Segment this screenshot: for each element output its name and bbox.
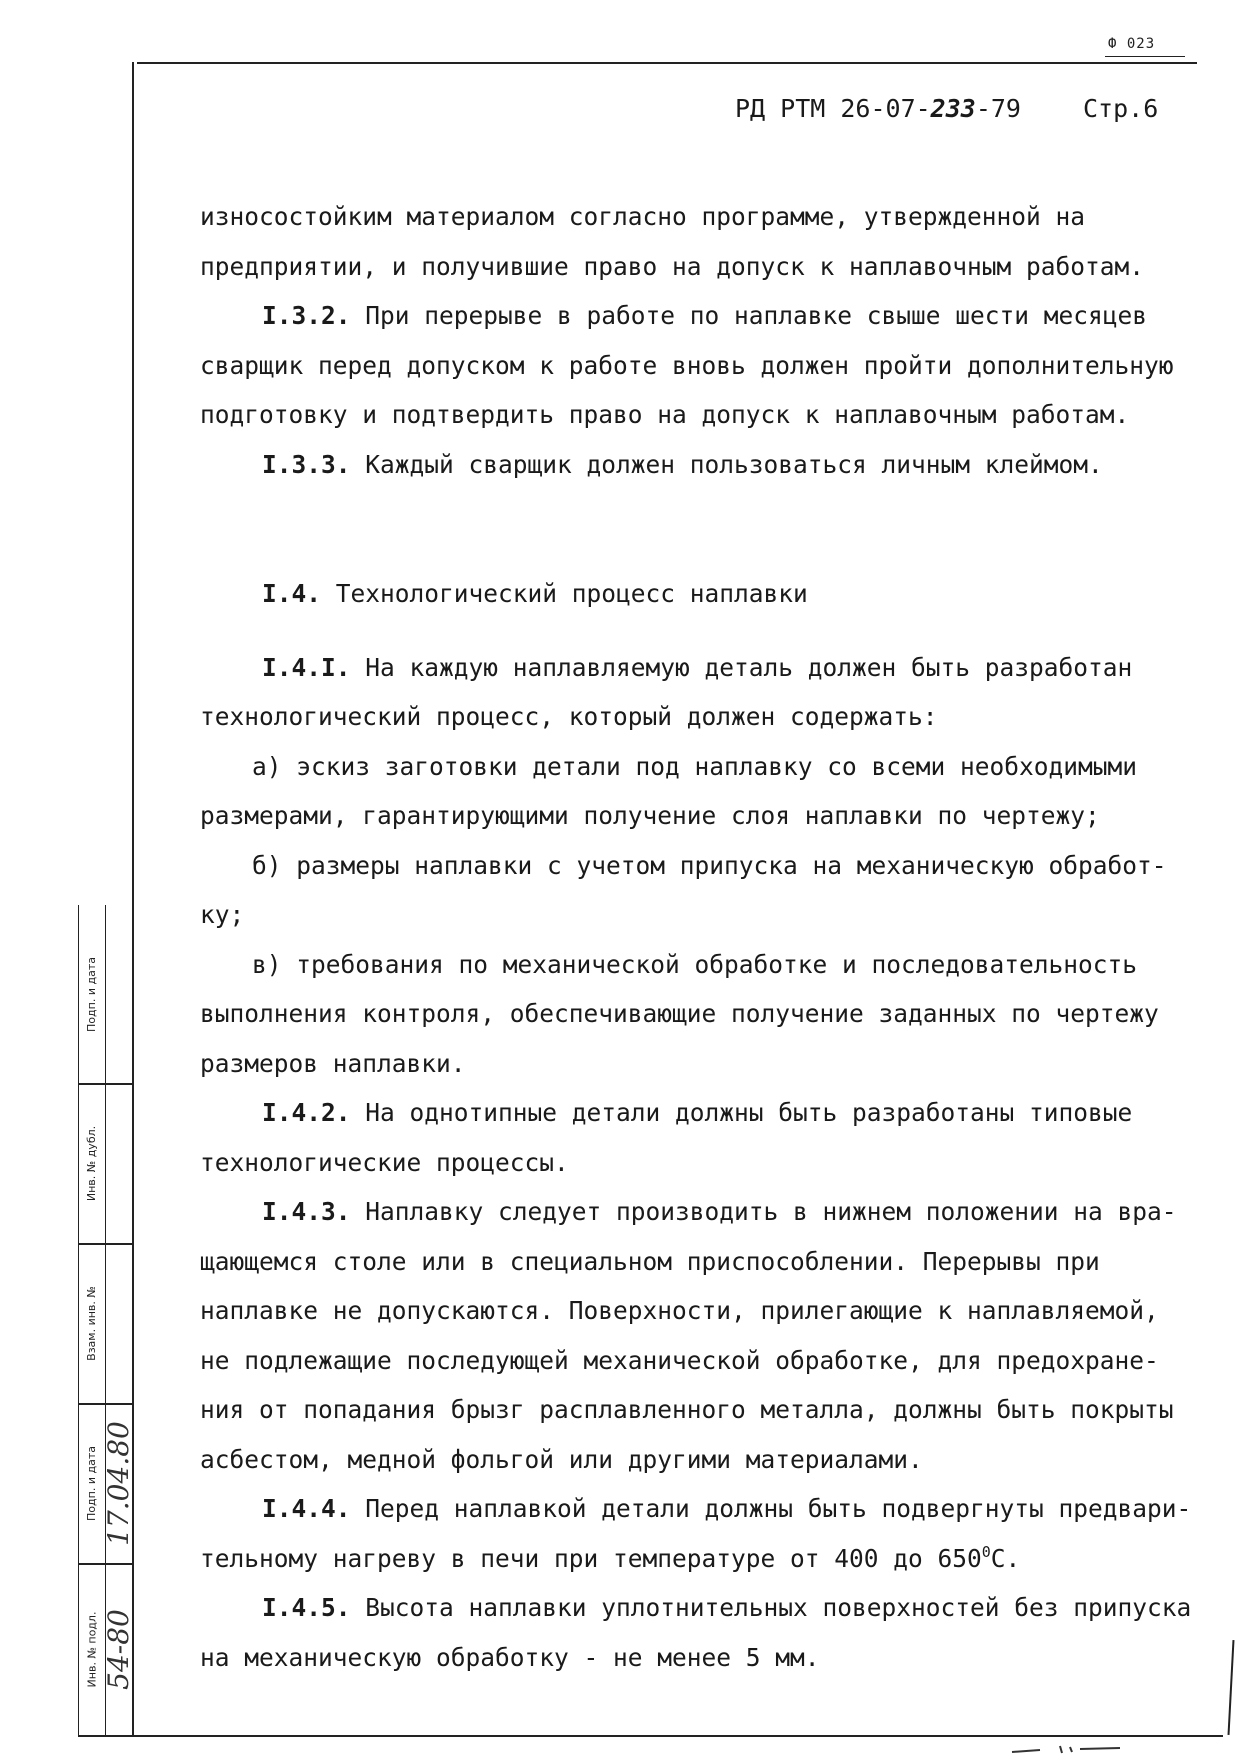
section-heading <box>200 569 1220 619</box>
text-line: Каждый сварщик должен пользоваться личным клеймом. <box>350 449 1103 479</box>
handwritten-date: 17.04.80 <box>102 1420 135 1546</box>
text-fragment: тельному нагреву в печи при температуре от 400 до 650 <box>200 1543 982 1573</box>
text-line: асбестом, медной фольгой или другими материалами. <box>200 1444 923 1474</box>
text-line: подготовку и подтвердить право на допуск к наплавочным работам. <box>200 400 1130 429</box>
clause-1-4-2 <box>200 1088 1220 1138</box>
list-item-b: б) размеры наплавки с учетом припуска на механическую обработ- <box>252 850 1167 880</box>
text-line: Наплавку следует производить в нижнем положении на вра- <box>350 1197 1177 1226</box>
text-line: На каждую наплавляемую деталь должен быть разработан <box>350 652 1133 682</box>
clause-number: I.3.3. <box>262 449 351 479</box>
text-line: щающемся столе или в специальном приспособлении. Перерывы при <box>200 1246 1100 1276</box>
clause-1-4-1 <box>200 643 1220 693</box>
stamp-cell-replaced-inv: Взам. инв. № <box>85 1285 98 1361</box>
text-line: технологические процессы. <box>200 1147 569 1177</box>
stamp-cell-sign-date-2: Подп. и дата <box>85 1445 98 1521</box>
text-fragment: С. <box>990 1543 1021 1573</box>
text-line: Перед наплавкой детали должны быть подвергнуты предвари- <box>350 1494 1192 1523</box>
form-code: Ф 023 <box>1108 36 1156 52</box>
stamp-cell-sign-date: Подп. и дата <box>85 956 98 1032</box>
form-code-underline <box>1105 56 1185 57</box>
text-line: размерами, гарантирующими получение слоя наплавки по чертежу; <box>200 801 1100 830</box>
clause-1-4-4 <box>200 1484 1220 1534</box>
clause-number: I.4.2. <box>262 1098 351 1127</box>
text-line: износостойким материалом согласно программе, утвержденной на <box>200 202 1086 231</box>
document-body <box>200 192 1220 1682</box>
text-line: Высота наплавки уплотнительных поверхностей без припуска <box>350 1593 1192 1622</box>
text-line: сварщик перед допуском к работе вновь должен пройти дополнительную <box>200 350 1174 380</box>
text-line: на механическую обработку - не менее 5 мм. <box>200 1642 820 1672</box>
clause-1-3-2 <box>200 291 1220 341</box>
doc-designation-number: 233 <box>930 94 976 123</box>
text-line: выполнения контроля, обеспечивающие получение заданных по чертежу <box>200 999 1159 1028</box>
frame-right-mark <box>1228 1640 1235 1735</box>
text-line: размеров наплавки. <box>200 1048 466 1078</box>
stamp-cell-dup-inv: Инв. № дубл. <box>85 1125 99 1201</box>
text-line: ния от попадания брызг расплавленного металла, должны быть покрыты <box>200 1395 1174 1424</box>
text-line: ку; <box>200 900 245 929</box>
section-title: Технологический процесс наплавки <box>321 579 808 608</box>
page-header <box>735 94 1158 123</box>
list-item-a: а) эскиз заготовки детали под наплавку со всеми необходимыми <box>252 751 1138 781</box>
text-line: На однотипные детали должны быть разработаны типовые <box>350 1098 1133 1127</box>
clause-number: I.4.I. <box>262 652 351 682</box>
frame-top-line <box>137 62 1197 64</box>
degree-mark: 0 <box>981 1542 991 1561</box>
clause-number: I.3.2. <box>262 301 351 330</box>
stamp-cell-original-inv: Инв. № подл. <box>85 1611 99 1687</box>
frame-bottom-line <box>78 1735 1223 1737</box>
text-line: не подлежащие последующей механической обработке, для предохране- <box>200 1345 1159 1375</box>
clause-number: I.4.5. <box>262 1593 351 1622</box>
page-number-label: Стр.6 <box>1082 94 1159 123</box>
handwritten-inv-number: 54-80 <box>102 1608 135 1690</box>
text-line: наплавке не допускаются. Поверхности, прилегающие к наплавляемой, <box>200 1296 1159 1325</box>
clause-number: I.4.4. <box>262 1494 351 1523</box>
text-line: предприятии, и получившие право на допуск к наплавочным работам. <box>200 251 1145 281</box>
doc-designation-prefix: РД РТМ 26-07- <box>735 94 931 123</box>
text-line: При перерыве в работе по наплавке свыше шести месяцев <box>350 301 1148 330</box>
doc-designation-suffix: -79 <box>975 94 1021 123</box>
signature-scribble <box>1010 1740 1130 1755</box>
clause-1-4-3 <box>200 1187 1220 1237</box>
margin-stamp-table <box>78 905 135 1735</box>
text-line-temperature <box>200 1534 1220 1584</box>
clause-number: I.4.3. <box>262 1197 351 1226</box>
text-line: технологический процесс, который должен содержать: <box>200 702 938 731</box>
clause-1-4-5 <box>200 1583 1220 1633</box>
clause-1-3-3 <box>200 440 1220 490</box>
list-item-v: в) требования по механической обработке и последовательность <box>252 949 1138 979</box>
section-number: I.4. <box>262 579 322 608</box>
